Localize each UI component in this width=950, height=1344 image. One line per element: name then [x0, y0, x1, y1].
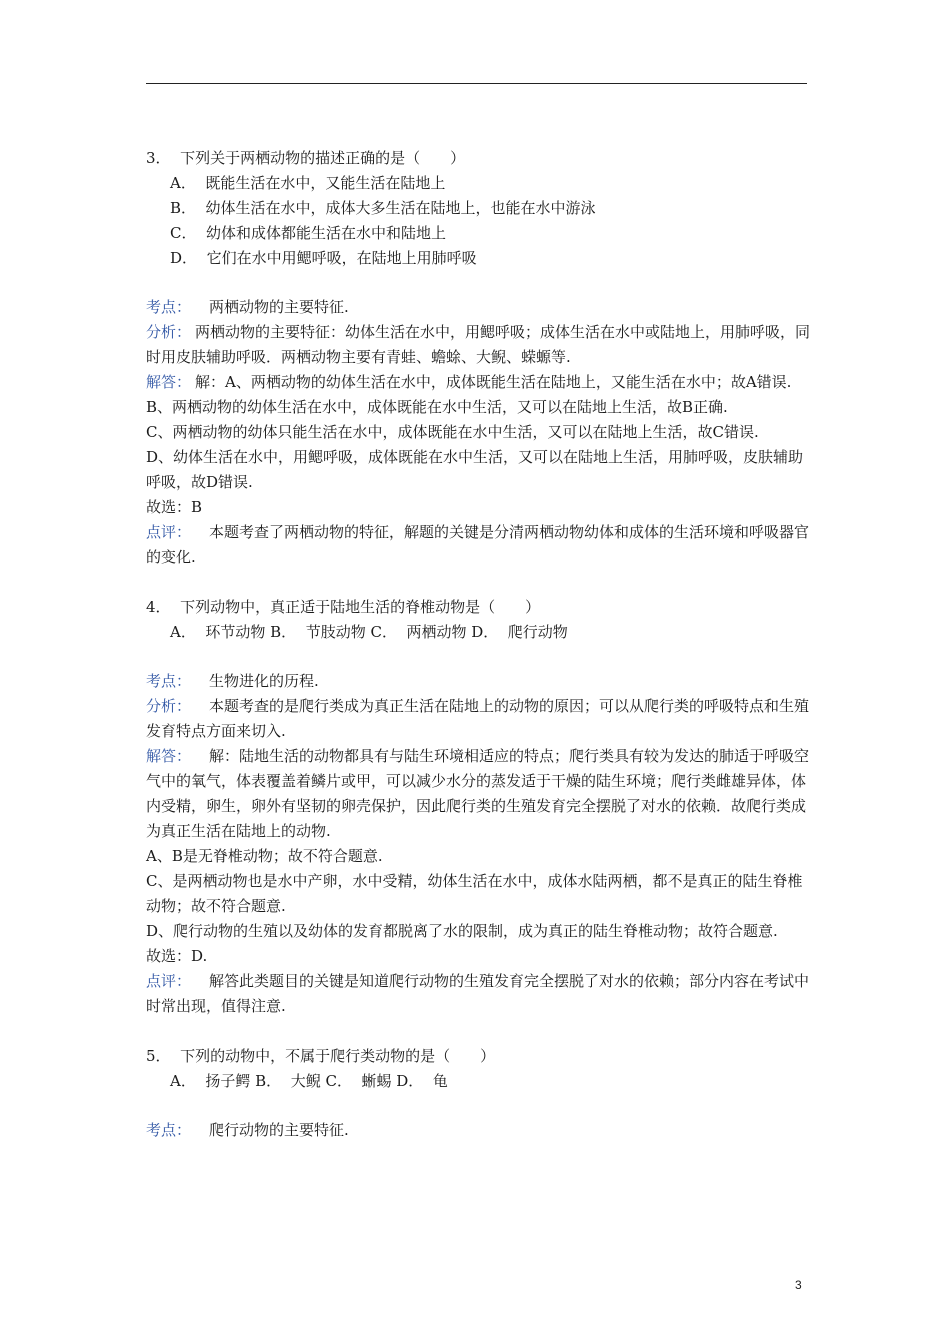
- document-body: [146, 146, 811, 1143]
- question-5-stem: 5． 下列的动物中，不属于爬行类动物的是（ ）: [146, 1047, 496, 1065]
- q4-jieda: [146, 744, 811, 844]
- question-5: [146, 1044, 811, 1094]
- kaodian-label: 考点：: [146, 298, 192, 316]
- header-rule: [146, 83, 807, 84]
- q3-kaodian-text: 两栖动物的主要特征.: [209, 298, 349, 316]
- jieda-label: 解答：: [146, 747, 192, 765]
- question-3-analysis: [146, 295, 811, 570]
- q3-kaodian: [146, 295, 811, 320]
- question-4-stem: 4． 下列动物中，真正适于陆地生活的脊椎动物是（ ）: [146, 598, 541, 616]
- q3-line-c: C、两栖动物的幼体只能生活在水中，成体既能在水中生活，又可以在陆地上生活，故C错误.: [146, 423, 759, 441]
- q4-line-d: D、爬行动物的生殖以及幼体的发育都脱离了水的限制，成为真正的陆生脊椎动物；故符合题意.: [146, 922, 778, 940]
- q3-jieda: [146, 370, 811, 395]
- question-5-options: A． 扬子鳄 B． 大鲵 C． 蜥蜴 D． 龟: [170, 1072, 448, 1090]
- fenxi-label: 分析：: [146, 323, 192, 341]
- q3-answer: 故选：B: [146, 498, 203, 516]
- q4-line-c: C、是两栖动物也是水中产卵，水中受精，幼体生活在水中，成体水陆两栖，都不是真正的陆生脊椎动物；故不符合题意.: [146, 872, 803, 915]
- question-4-analysis: [146, 669, 811, 1019]
- q4-kaodian-text: 生物进化的历程.: [209, 672, 319, 690]
- q3-dianping-text: 本题考查了两栖动物的特征，解题的关键是分清两栖动物幼体和成体的生活环境和呼吸器官的变化.: [146, 523, 810, 566]
- q4-fenxi-text: 本题考查的是爬行类成为真正生活在陆地上的动物的原因；可以从爬行类的呼吸特点和生殖发育特点方面来切入.: [146, 697, 810, 740]
- question-5-analysis: [146, 1118, 811, 1143]
- question-3-option-a: A． 既能生活在水中，又能生活在陆地上: [170, 174, 446, 192]
- q3-fenxi-text: 两栖动物的主要特征：幼体生活在水中，用鳃呼吸；成体生活在水中或陆地上，用肺呼吸，同时用皮肤辅助呼吸．两栖动物主要有青蛙、蟾蜍、大鲵、蝾螈等.: [146, 323, 811, 366]
- q4-line-ab: A、B是无脊椎动物；故不符合题意.: [146, 847, 383, 865]
- q4-jieda-text: 解：陆地生活的动物都具有与陆生环境相适应的特点；爬行类具有较为发达的肺适于呼吸空气中的氧气，体表覆盖着鳞片或甲，可以减少水分的蒸发适于干燥的陆生环境；爬行类雌雄异体，体内受精，卵生，卵外有坚韧的卵壳保护，因此爬行类的生殖发育完全摆脱了对水的依赖．故爬行类成为真正生活在陆地上的动物.: [146, 747, 810, 840]
- question-3-option-d: D． 它们在水中用鳃呼吸，在陆地上用肺呼吸: [170, 249, 477, 267]
- q4-answer: 故选：D.: [146, 947, 208, 965]
- dianping-label: 点评：: [146, 523, 192, 541]
- q3-fenxi: [146, 320, 811, 370]
- jieda-label: 解答：: [146, 373, 192, 391]
- question-4-options: A． 环节动物 B． 节肢动物 C． 两栖动物 D． 爬行动物: [170, 623, 568, 641]
- q3-line-d: D、幼体生活在水中，用鳃呼吸，成体既能在水中生活，又可以在陆地上生活，用肺呼吸，皮肤辅助呼吸，故D错误.: [146, 448, 804, 491]
- q4-dianping: [146, 969, 811, 1019]
- dianping-label: 点评：: [146, 972, 192, 990]
- kaodian-label: 考点：: [146, 672, 192, 690]
- question-3-option-c: C． 幼体和成体都能生活在水中和陆地上: [170, 224, 447, 242]
- kaodian-label: 考点：: [146, 1121, 192, 1139]
- q3-dianping: [146, 520, 811, 570]
- page-number: 3: [795, 1278, 802, 1292]
- q4-dianping-text: 解答此类题目的关键是知道爬行动物的生殖发育完全摆脱了对水的依赖；部分内容在考试中时常出现，值得注意.: [146, 972, 810, 1015]
- question-3-option-b: B． 幼体生活在水中，成体大多生活在陆地上，也能在水中游泳: [170, 199, 596, 217]
- q5-kaodian: [146, 1118, 811, 1143]
- q4-fenxi: [146, 694, 811, 744]
- q3-line-b: B、两栖动物的幼体生活在水中，成体既能在水中生活，又可以在陆地上生活，故B正确.: [146, 398, 728, 416]
- q3-jieda-text: 解：A、两栖动物的幼体生活在水中，成体既能生活在陆地上，又能生活在水中；故A错误.: [195, 373, 792, 391]
- fenxi-label: 分析：: [146, 697, 192, 715]
- question-4: [146, 595, 811, 645]
- question-3-stem: 3． 下列关于两栖动物的描述正确的是（ ）: [146, 149, 466, 167]
- q4-kaodian: [146, 669, 811, 694]
- q5-kaodian-text: 爬行动物的主要特征.: [209, 1121, 349, 1139]
- question-3: [146, 146, 811, 271]
